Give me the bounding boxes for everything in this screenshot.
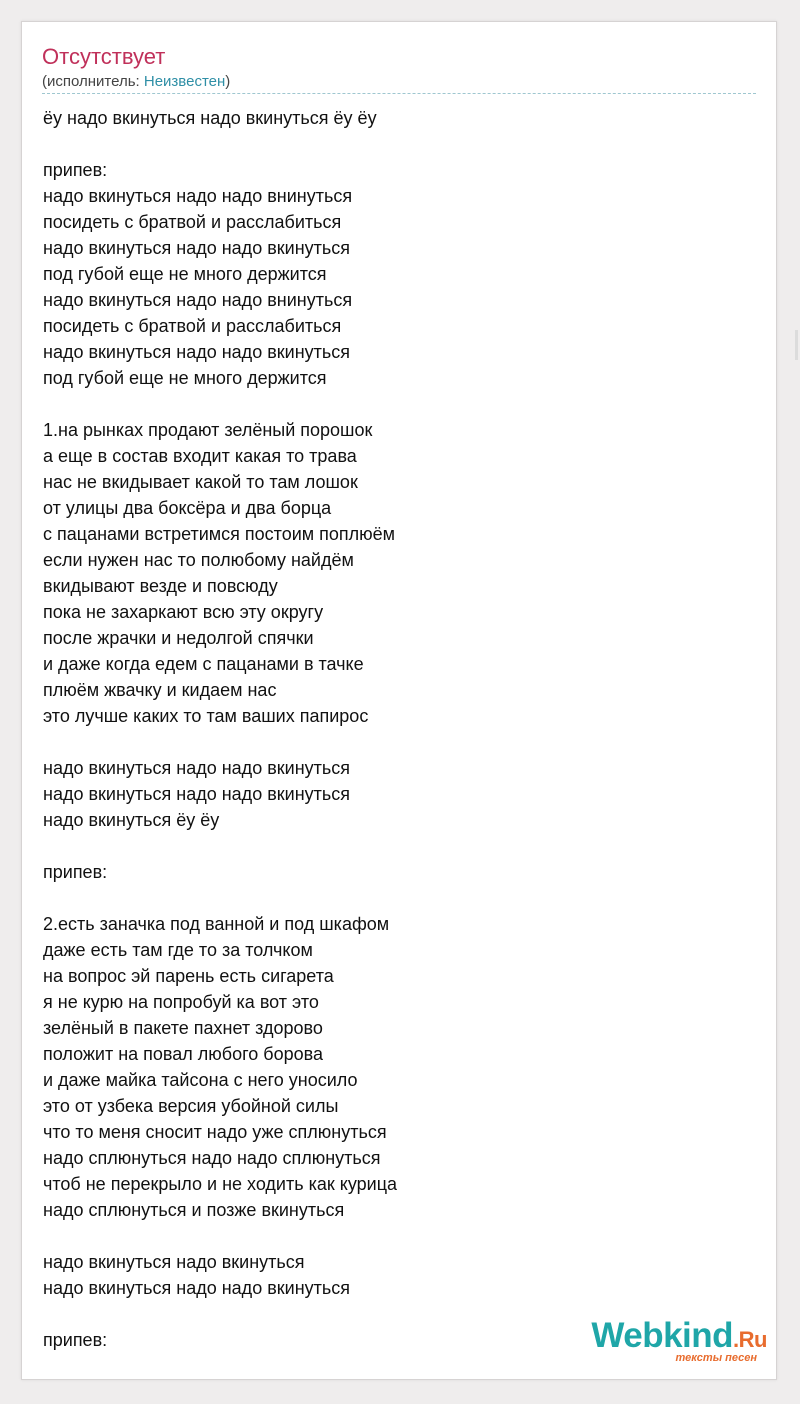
lyric-line: это от узбека версия убойной силы — [43, 1096, 339, 1116]
title-divider — [42, 93, 756, 94]
lyric-line: надо сплюнуться надо надо сплюнуться — [43, 1148, 381, 1168]
lyric-line: надо вкинуться надо надо вкинуться — [43, 342, 351, 362]
lyric-line: посидеть с братвой и расслабиться — [43, 212, 342, 232]
artist-prefix: (исполнитель: — [42, 73, 144, 90]
lyric-line: надо сплюнуться и позже вкинуться — [43, 1200, 345, 1220]
lyric-line: под губой еще не много держится — [43, 368, 327, 388]
lyric-line: зелёный в пакете пахнет здорово — [43, 1018, 323, 1038]
lyric-line: надо вкинуться надо надо вкинуться — [43, 1278, 351, 1298]
lyric-line: плюём жвачку и кидаем нас — [43, 680, 277, 700]
lyric-line: припев: — [43, 862, 108, 882]
site-logo[interactable] — [591, 1318, 767, 1364]
lyric-line — [43, 833, 397, 859]
lyric-line: после жрачки и недолгой спячки — [43, 628, 314, 648]
artist-link[interactable]: Неизвестен — [143, 73, 226, 90]
lyric-line: это лучше каких то там ваших папирос — [43, 706, 369, 726]
artist-suffix: ) — [225, 73, 231, 90]
lyric-line: даже есть там где то за толчком — [43, 940, 313, 960]
lyric-line: посидеть с братвой и расслабиться — [43, 316, 342, 336]
lyric-line: надо вкинуться надо надо вкинуться — [43, 758, 351, 778]
lyric-line: припев: — [43, 160, 108, 180]
lyric-line: надо вкинуться надо надо вкинуться — [43, 238, 351, 258]
lyric-line — [43, 391, 397, 417]
lyric-line: я не курю на попробуй ка вот это — [43, 992, 319, 1012]
lyric-line: под губой еще не много держится — [43, 264, 327, 284]
lyric-line: с пацанами встретимся постоим поплюём — [43, 524, 396, 544]
lyric-line: надо вкинуться ёу ёу — [43, 810, 220, 830]
logo-tld: .Ru — [733, 1327, 767, 1352]
lyric-line: и даже майка тайсона с него уносило — [43, 1070, 358, 1090]
lyric-line: а еще в состав входит какая то трава — [43, 446, 357, 466]
lyric-line — [43, 885, 397, 911]
lyric-line: 1.на рынках продают зелёный порошок — [43, 420, 373, 440]
lyric-line: нас не вкидывает какой то там лошок — [43, 472, 358, 492]
lyric-line: надо вкинуться надо вкинуться — [43, 1252, 305, 1272]
lyrics-text — [43, 105, 397, 1353]
lyric-line: пока не захаркают всю эту округу — [43, 602, 324, 622]
lyric-line: и даже когда едем с пацанами в тачке — [43, 654, 364, 674]
song-title: Отсутствует — [42, 44, 166, 69]
lyric-line: надо вкинуться надо надо вкинуться — [43, 784, 351, 804]
lyric-line: положит на повал любого борова — [43, 1044, 324, 1064]
logo-subtitle: тексты песен — [675, 1352, 757, 1364]
lyric-line — [43, 131, 397, 157]
lyric-line: припев: — [43, 1330, 108, 1350]
lyric-line: надо вкинуться надо надо внинуться — [43, 290, 353, 310]
lyric-line: чтоб не перекрыло и не ходить как курица — [43, 1174, 398, 1194]
lyric-line: на вопрос эй парень есть сигарета — [43, 966, 334, 986]
logo-main-text: Webkind — [591, 1316, 734, 1355]
lyric-line — [43, 1301, 397, 1327]
lyric-line — [43, 1223, 397, 1249]
lyric-line: надо вкинуться надо надо внинуться — [43, 186, 353, 206]
lyrics-card — [21, 21, 777, 1380]
lyric-line: от улицы два боксёра и два борца — [43, 498, 332, 518]
lyric-line: 2.есть заначка под ванной и под шкафом — [43, 914, 390, 934]
artist-line — [42, 73, 230, 91]
lyric-line: вкидывают везде и повсюду — [43, 576, 278, 596]
lyric-line: если нужен нас то полюбому найдём — [43, 550, 354, 570]
lyric-line: что то меня сносит надо уже сплюнуться — [43, 1122, 387, 1142]
scrollbar-thumb[interactable] — [795, 330, 798, 360]
lyric-line — [43, 729, 397, 755]
lyric-line: ёу надо вкинуться надо вкинуться ёу ёу — [43, 108, 377, 128]
